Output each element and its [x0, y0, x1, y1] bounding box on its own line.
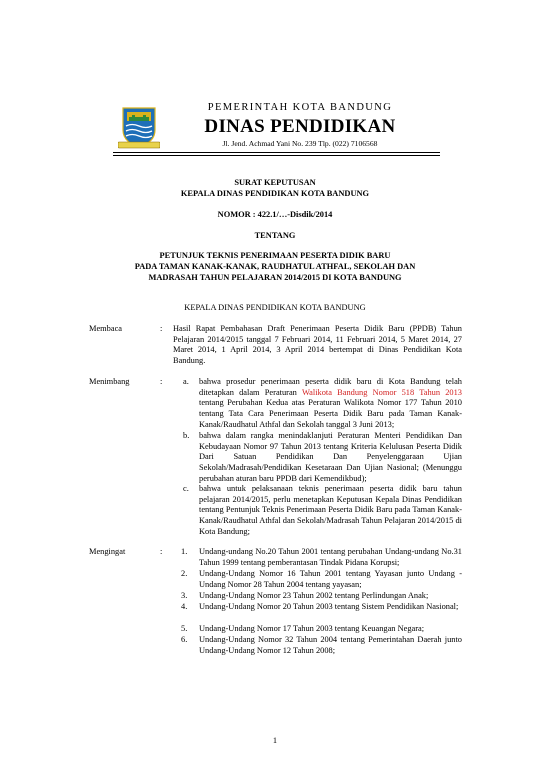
mengingat-mark-4: 4.: [181, 602, 188, 611]
mengingat-mark-5: 5.: [181, 624, 188, 633]
letterhead-government: PEMERINTAH KOTA BANDUNG: [207, 102, 393, 113]
mengingat-label: Mengingat: [89, 547, 126, 556]
mengingat-item-6: Undang-Undang Nomor 32 Tahun 2004 tentang Pemerintahan Daerah junto Undang-Undang Nomor 12 Tahun 2008;: [199, 635, 462, 655]
letterhead-rule-thin: [113, 155, 440, 156]
letterhead-rule-thick: [113, 152, 440, 153]
letterhead-address: Jl. Jend. Achmad Yani No. 239 Tlp. (022) 7106568: [222, 139, 378, 148]
decree-issuer-title: KEPALA DINAS PENDIDIKAN KOTA BANDUNG: [180, 189, 370, 198]
decree-subject-line-2: PADA TAMAN KANAK-KANAK, RAUDHATUL ATHFAL, SEKOLAH DAN: [134, 262, 416, 271]
menimbang-item-b: bahwa dalam rangka menindaklanjuti Peraturan Menteri Pendidikan Dan Kebudayaan Nomor 97 Tahun 2013 tentang Kriteria Kelulusan Peserta Didik Dari Satuan Pendidikan Dan Penyelenggaraan Ujian Sekolah/Madrasah/Pendidikan Kesetaraan Dan Ujian Nasional; (Menunggu perubahan aturan baru PPDB dari Kemendikbud);: [199, 431, 462, 483]
menimbang-item-c: bahwa untuk pelaksanaan teknis penerimaan peserta didik baru tahun pelajaran 2014/2015, perlu menetapkan Keputusan Kepala Dinas Pendidikan tentang Pentunjuk Teknis Penerimaan Peserta Didik Baru pada Taman Kanak-Kanak/Raudhatul Athfal dan Sekolah/Madrasah Tahun Pelajaran 2014/2015 di Kota Bandung;: [199, 484, 462, 536]
mengingat-mark-3: 3.: [181, 591, 188, 600]
mengingat-mark-1: 1.: [181, 547, 188, 556]
decree-number: NOMOR : 422.1/…-Disdik/2014: [217, 210, 333, 219]
mengingat-mark-2: 2.: [181, 569, 188, 578]
membaca-text: Hasil Rapat Pembahasan Draft Penerimaan Peserta Didik Baru (PPDB) Tahun Pelajaran 2014/2015 tanggal 7 Februari 2014, 11 Februari 2014, 5 Maret 2014, 27 Maret 2014, 1 April 2014, 3 April 2014 bertempat di Dinas Pendidikan Kota Bandung.: [173, 324, 462, 366]
decree-tentang: TENTANG: [254, 231, 296, 240]
menimbang-item-a-text-2: tentang Perubahan Kedua atas Peraturan Walikota Nomor 177 Tahun 2010 tentang Tata Cara Penerimaan Peserta Didik Baru pada Taman Kanak-Kanak/Raudhatul Athfal dan Sekolah tanggal 3 Juni 2013;: [199, 398, 462, 429]
membaca-colon: :: [160, 324, 163, 333]
menimbang-colon: :: [160, 377, 163, 386]
city-crest-logo: [118, 104, 160, 150]
menimbang-item-a-text-1: bahwa prosedur penerimaan peserta didik baru di Kota Bandung telah ditetapkan dalam Peraturan: [199, 377, 462, 397]
mengingat-mark-6: 6.: [181, 635, 188, 644]
decree-subject-line-1: PETUNJUK TEKNIS PENERIMAAN PESERTA DIDIK BARU: [159, 251, 391, 260]
decree-subject-line-3: MADRASAH TAHUN PELAJARAN 2014/2015 DI KOTA BANDUNG: [148, 273, 402, 282]
menimbang-mark-c: c.: [183, 484, 189, 493]
mengingat-item-5: Undang-Undang Nomor 17 Tahun 2003 tentang Keuangan Negara;: [199, 624, 425, 633]
mengingat-item-4: Undang-Undang Nomor 20 Tahun 2003 tentang Sistem Pendidikan Nasional;: [199, 602, 459, 611]
letterhead-agency: DINAS PENDIDIKAN: [204, 116, 396, 137]
mengingat-item-3: Undang-Undang Nomor 23 Tahun 2002 tentang Perlindungan Anak;: [199, 591, 429, 600]
menimbang-item-a-regulation-ref: Walikota Bandung Nomor 518 Tahun 2013: [301, 387, 462, 397]
menimbang-label: Menimbang: [89, 377, 130, 386]
menimbang-item-a: [199, 377, 462, 431]
mengingat-item-1: Undang-undang No.20 Tahun 2001 tentang perubahan Undang-undang No.31 Tahun 1999 tentang pemberantasan Tindak Pidana Korupsi;: [199, 547, 462, 567]
page-number: 1: [272, 736, 278, 745]
mengingat-colon: :: [160, 547, 163, 556]
menimbang-mark-a: a.: [183, 377, 189, 386]
mengingat-item-2: Undang-Undang Nomor 16 Tahun 2001 tentang Yayasan junto Undang - Undang Nomor 28 Tahun 2004 tentang yayasan;: [199, 569, 462, 589]
membaca-label: Membaca: [89, 324, 123, 333]
decree-title: SURAT KEPUTUSAN: [234, 178, 316, 187]
decree-issuer: KEPALA DINAS PENDIDIKAN KOTA BANDUNG: [184, 303, 366, 312]
menimbang-mark-b: b.: [183, 431, 190, 440]
